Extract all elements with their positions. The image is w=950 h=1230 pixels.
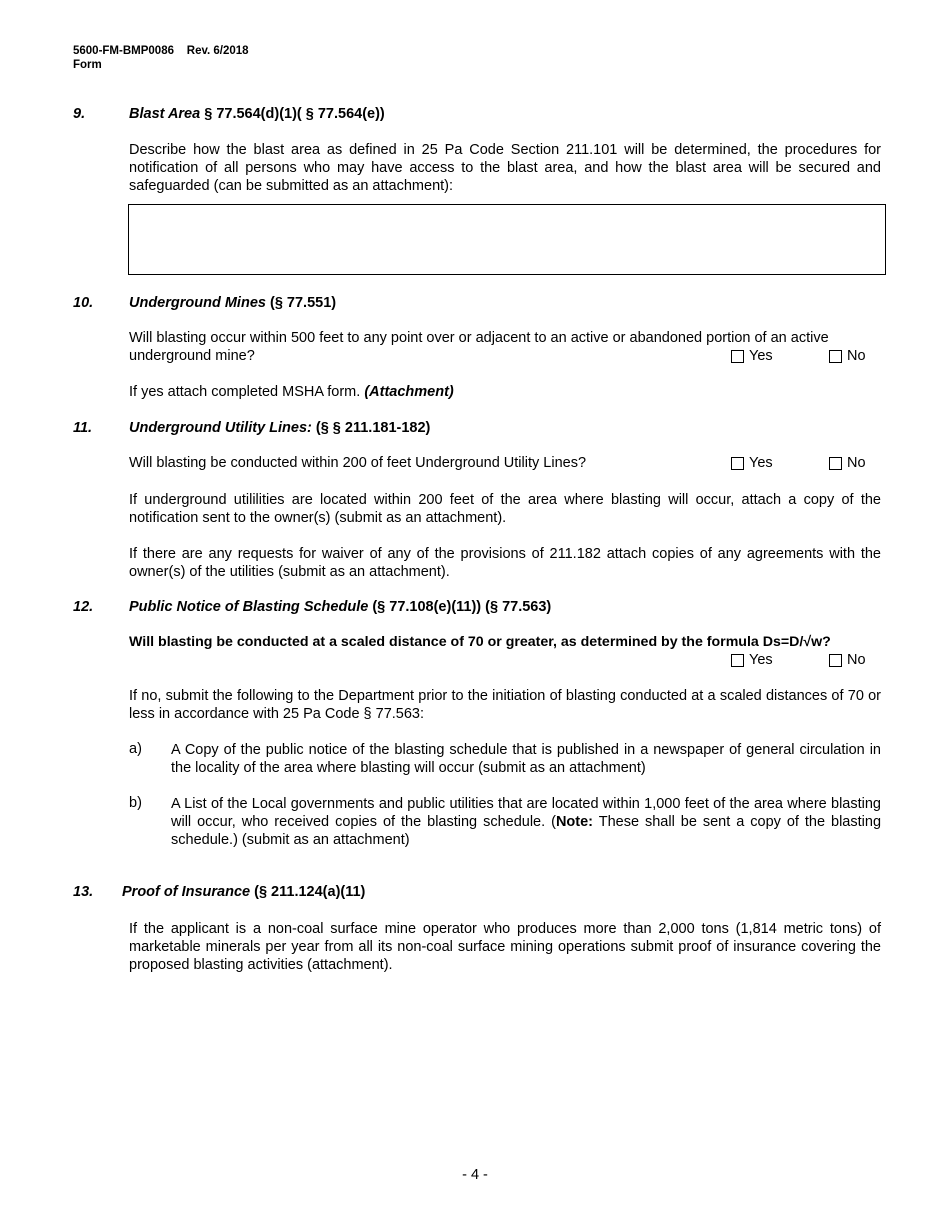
section-13-title-text: Proof of Insurance xyxy=(122,884,251,900)
section-10-question-line2: underground mine? xyxy=(129,348,255,364)
yes-label: Yes xyxy=(749,652,773,668)
section-12-title xyxy=(129,599,551,615)
underground-mine-no-checkbox[interactable] xyxy=(829,348,866,364)
section-13-number: 13. xyxy=(73,884,94,900)
no-label: No xyxy=(847,455,866,471)
utility-lines-no-checkbox[interactable] xyxy=(829,455,866,471)
checkbox-box[interactable] xyxy=(829,654,842,667)
section-9-number: 9. xyxy=(73,106,86,122)
section-12-number: 12. xyxy=(73,599,94,615)
item-b-text-part2: These shall be sent a copy of the blasting schedule.) (submit as an attachment) xyxy=(171,814,882,848)
section-13-paragraph: If the applicant is a non-coal surface mine operator who produces more than 2,000 tons (1,814 metric tons) of marketable minerals per year from all its non-coal surface mining operations submit proof of insurance covering the proposed blasting activities (attachment). xyxy=(129,921,881,973)
section-11-title xyxy=(129,420,430,436)
section-10-citation: (§ 77.551) xyxy=(269,295,337,311)
form-number: 5600-FM-BMP0086 xyxy=(73,45,174,57)
form-revision: Rev. 6/2018 xyxy=(186,45,249,57)
section-10-title xyxy=(129,295,336,311)
no-label: No xyxy=(847,348,866,364)
section-11-question: Will blasting be conducted within 200 of feet Underground Utility Lines? xyxy=(129,455,587,471)
item-b-note: Note: xyxy=(555,814,594,830)
section-9-title-text: Blast Area xyxy=(129,106,201,122)
section-13-title xyxy=(122,884,365,900)
underground-mine-yes-checkbox[interactable] xyxy=(731,348,773,364)
item-a-letter: a) xyxy=(129,741,142,757)
section-11-title-text: Underground Utility Lines: xyxy=(129,420,312,436)
section-11-number: 11. xyxy=(73,420,93,436)
checkbox-box[interactable] xyxy=(731,350,744,363)
blast-area-text-field[interactable] xyxy=(128,204,886,275)
section-10-attach-note xyxy=(129,384,454,400)
item-a-text: A Copy of the public notice of the blasting schedule that is published in a newspaper of general circulation in the locality of the area where blasting will occur (submit as an attachment) xyxy=(171,742,881,776)
form-label: Form xyxy=(73,59,102,71)
section-13-citation: (§ 211.124(a)(11) xyxy=(254,884,366,900)
attach-text: If yes attach completed MSHA form. xyxy=(129,384,361,400)
scaled-distance-yes-checkbox[interactable] xyxy=(731,652,773,668)
section-9-description: Describe how the blast area as defined in 25 Pa Code Section 211.101 will be determined, the procedures for notification of all persons who may have access to the blast area, and how the blast area will be secured and safeguarded (can be submitted as an attachment): xyxy=(129,142,881,194)
section-10-question-line1: Will blasting occur within 500 feet to any point over or adjacent to an active or abandoned portion of an active xyxy=(129,330,829,346)
section-10-title-text: Underground Mines xyxy=(129,295,266,311)
section-12-question: Will blasting be conducted at a scaled distance of 70 or greater, as determined by the formula Ds=D/√w? xyxy=(129,634,831,650)
no-label: No xyxy=(847,652,866,668)
yes-label: Yes xyxy=(749,348,773,364)
checkbox-box[interactable] xyxy=(731,457,744,470)
section-12-title-text: Public Notice of Blasting Schedule xyxy=(129,599,369,615)
section-11-paragraph-2: If there are any requests for waiver of any of the provisions of 211.182 attach copies of any agreements with the owner(s) of the utilities (submit as an attachment). xyxy=(129,546,881,580)
scaled-distance-no-checkbox[interactable] xyxy=(829,652,866,668)
page-number: - 4 - xyxy=(462,1167,488,1183)
section-12-citation: (§ 77.108(e)(11)) (§ 77.563) xyxy=(372,599,552,615)
section-9-citation: § 77.564(d)(1)( § 77.564(e)) xyxy=(204,106,385,122)
item-b-letter: b) xyxy=(129,795,142,811)
yes-label: Yes xyxy=(749,455,773,471)
form-header xyxy=(73,44,249,72)
item-b-text xyxy=(171,795,881,849)
utility-lines-yes-checkbox[interactable] xyxy=(731,455,773,471)
attach-label: (Attachment) xyxy=(364,384,454,400)
section-11-paragraph-1: If underground utililities are located within 200 feet of the area where blasting will occur, attach a copy of the notification sent to the owner(s) (submit as an attachment). xyxy=(129,492,881,526)
item-b-text-part1: A List of the Local governments and public utilities that are located within 1,000 feet of the area where blasting will occur, who received copies of the blasting schedule. ( xyxy=(171,796,881,830)
section-11-citation: (§ § 211.181-182) xyxy=(315,420,431,436)
section-10-number: 10. xyxy=(73,295,94,311)
checkbox-box[interactable] xyxy=(829,350,842,363)
checkbox-box[interactable] xyxy=(829,457,842,470)
section-9-title xyxy=(129,106,385,122)
section-12-paragraph: If no, submit the following to the Department prior to the initiation of blasting conducted at a scaled distances of 70 or less in accordance with 25 Pa Code § 77.563: xyxy=(129,688,881,722)
checkbox-box[interactable] xyxy=(731,654,744,667)
